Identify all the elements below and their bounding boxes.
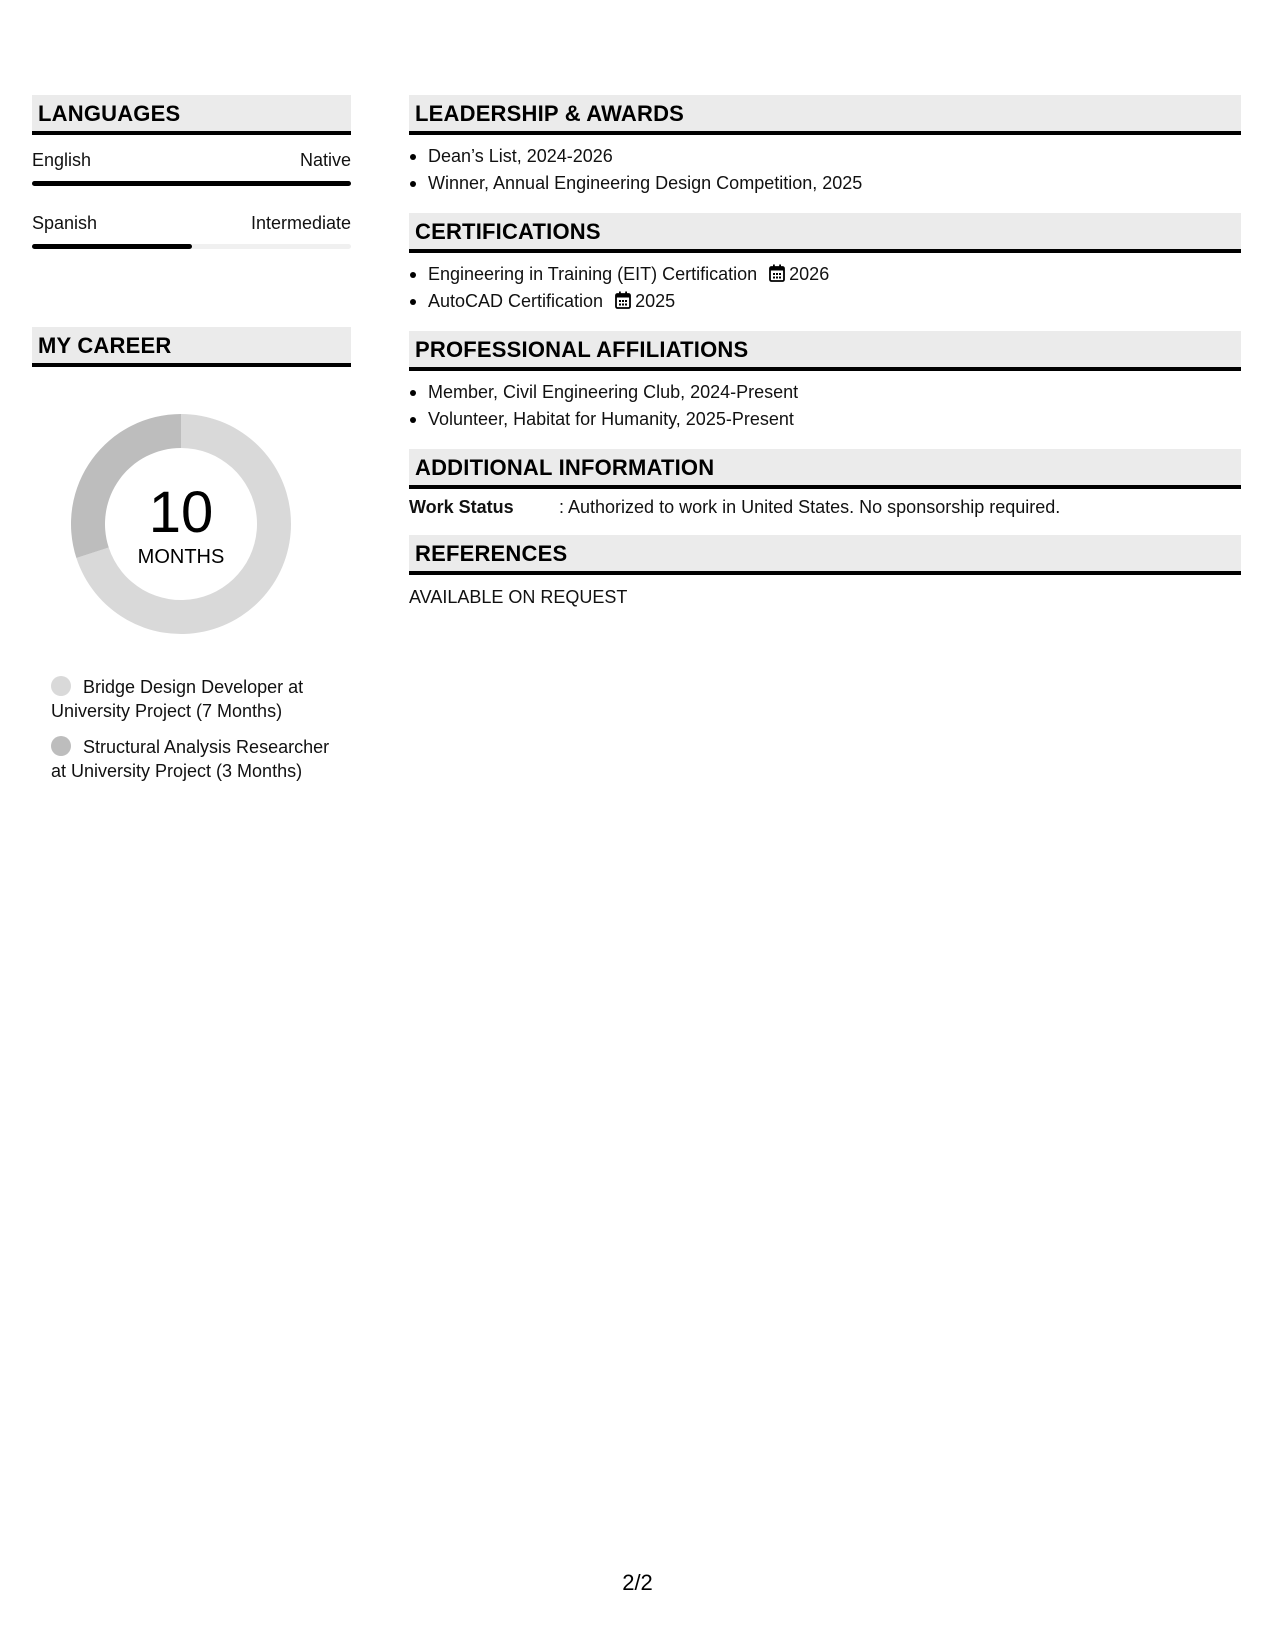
leadership-header: LEADERSHIP & AWARDS xyxy=(409,95,1241,135)
calendar-icon xyxy=(769,264,785,282)
certifications-section xyxy=(409,213,1241,315)
language-proficiency-fill xyxy=(32,244,192,249)
legend-item xyxy=(51,675,332,723)
language-english xyxy=(32,149,351,186)
language-spanish xyxy=(32,212,351,249)
languages-header: LANGUAGES xyxy=(32,95,351,135)
donut-total-unit: MONTHS xyxy=(137,546,225,568)
calendar-icon xyxy=(615,291,631,309)
additional-info-section xyxy=(409,449,1241,519)
list-item: Winner, Annual Engineering Design Competition, 2025 xyxy=(409,170,1241,197)
language-name: English xyxy=(32,150,92,170)
leadership-list xyxy=(409,143,1241,197)
affiliations-section xyxy=(409,331,1241,433)
references-header: REFERENCES xyxy=(409,535,1241,575)
legend-label: Bridge Design Developer at University Project (7 Months) xyxy=(51,677,304,721)
references-text: AVAILABLE ON REQUEST xyxy=(409,587,628,607)
certification-year: 2025 xyxy=(635,291,676,311)
additional-info-header: ADDITIONAL INFORMATION xyxy=(409,449,1241,489)
language-name: Spanish xyxy=(32,213,98,233)
list-item: Member, Civil Engineering Club, 2024-Present xyxy=(409,379,1241,406)
donut-total-value: 10 xyxy=(148,480,214,545)
certifications-list xyxy=(409,261,1241,315)
language-level: Native xyxy=(299,150,351,170)
career-section xyxy=(32,327,351,783)
certification-name: AutoCAD Certification xyxy=(428,291,604,311)
career-header: MY CAREER xyxy=(32,327,351,367)
career-donut-chart xyxy=(66,409,296,639)
work-status-value: : Authorized to work in United States. No sponsorship required. xyxy=(559,497,1061,517)
legend-item xyxy=(51,735,332,783)
page-number: 2/2 xyxy=(622,1570,653,1595)
legend-label: Structural Analysis Researcher at University Project (3 Months) xyxy=(51,737,330,781)
language-proficiency-fill xyxy=(32,181,351,186)
list-item: Dean’s List, 2024-2026 xyxy=(409,143,1241,170)
legend-dot xyxy=(51,736,71,756)
list-item xyxy=(409,261,1241,288)
affiliations-header: PROFESSIONAL AFFILIATIONS xyxy=(409,331,1241,371)
list-item xyxy=(409,288,1241,315)
right-column xyxy=(409,95,1241,609)
career-legend xyxy=(32,675,332,783)
legend-dot xyxy=(51,676,71,696)
certifications-header: CERTIFICATIONS xyxy=(409,213,1241,253)
language-level: Intermediate xyxy=(250,213,351,233)
language-proficiency-bar xyxy=(32,181,351,186)
work-status-row xyxy=(409,495,1241,519)
references-section xyxy=(409,535,1241,609)
certification-year: 2026 xyxy=(789,264,830,284)
affiliations-list xyxy=(409,379,1241,433)
leadership-section xyxy=(409,95,1241,197)
work-status-label: Work Status xyxy=(409,497,514,517)
certification-name: Engineering in Training (EIT) Certification xyxy=(428,264,758,284)
language-proficiency-bar xyxy=(32,244,351,249)
list-item: Volunteer, Habitat for Humanity, 2025-Present xyxy=(409,406,1241,433)
left-column xyxy=(32,95,351,795)
